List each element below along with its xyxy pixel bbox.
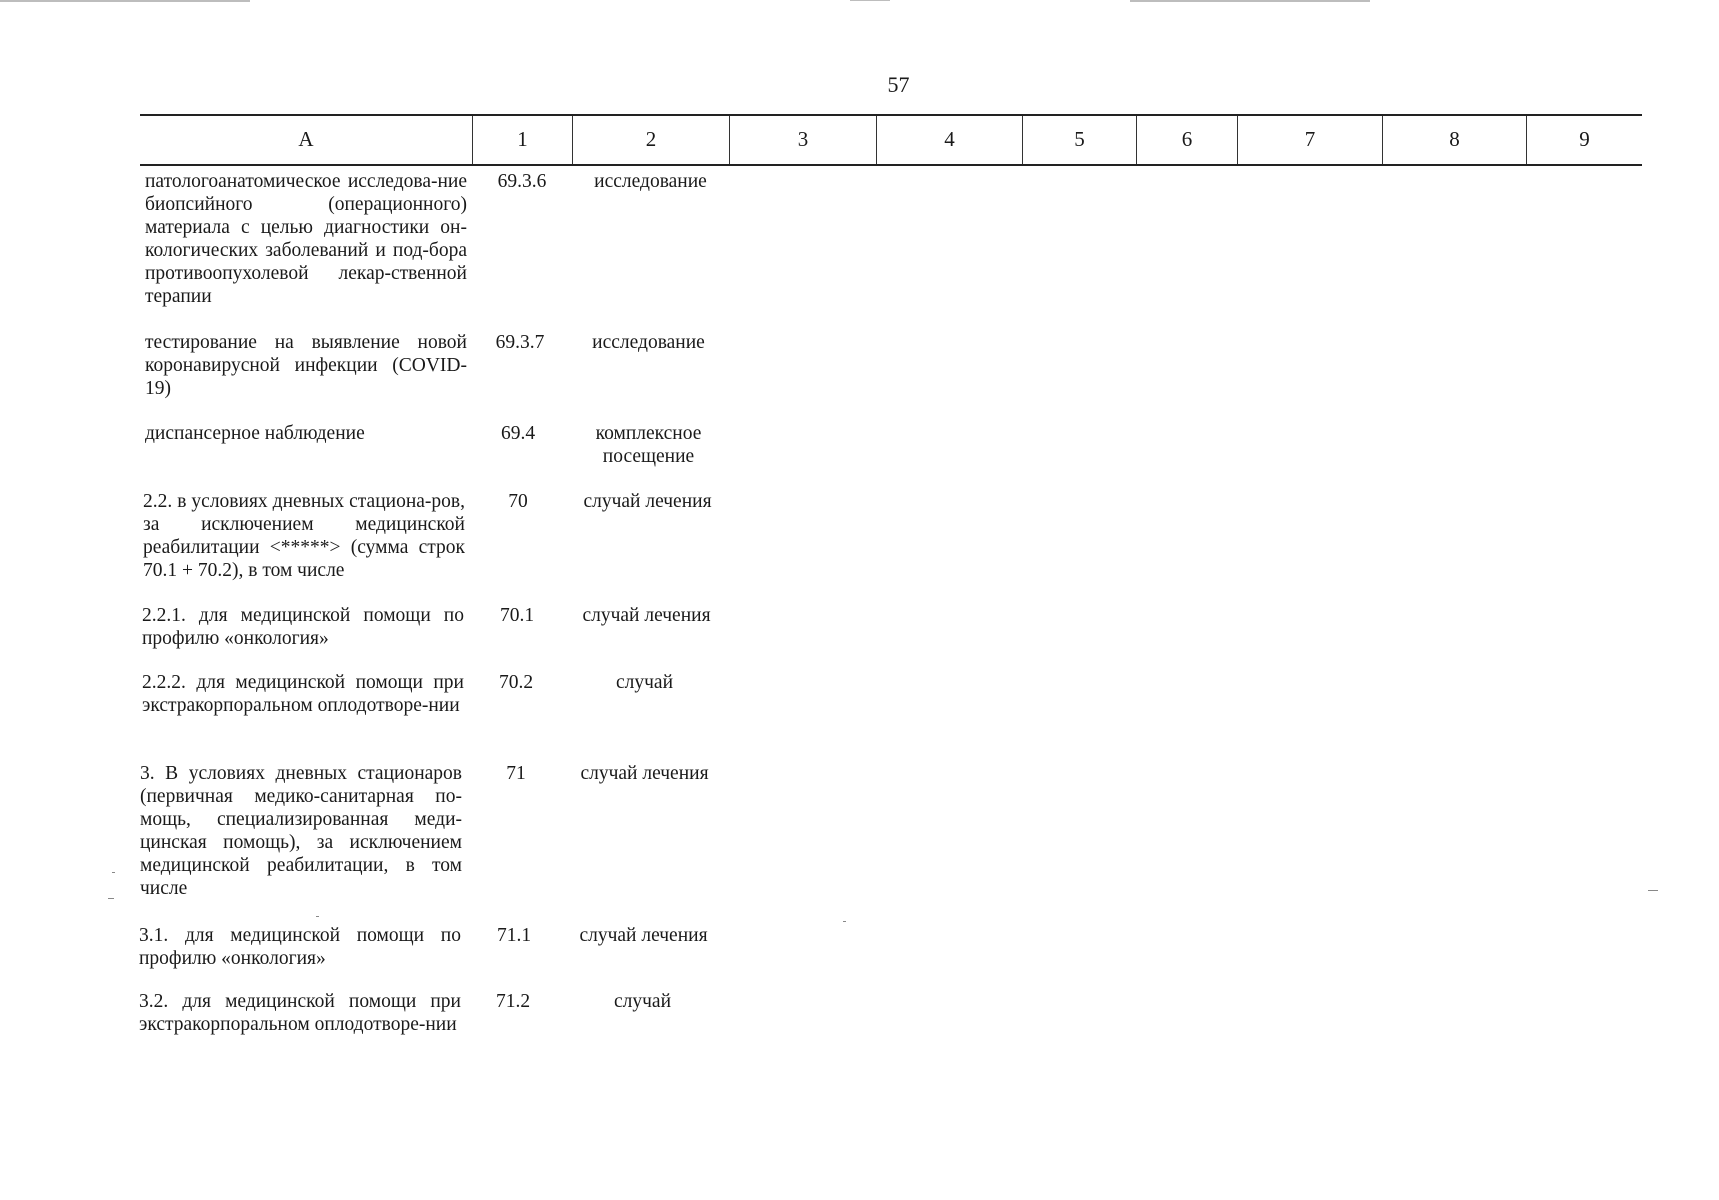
row-name: тестирование на выявление новой коронавирусной инфекции (COVID-19) xyxy=(145,332,467,399)
header-cell-5: 5 xyxy=(1023,116,1137,164)
row-unit: случай лечения xyxy=(580,763,709,784)
scan-speck xyxy=(112,872,115,873)
table-header xyxy=(140,114,1642,166)
row-code: 69.3.6 xyxy=(497,171,547,192)
scan-speck xyxy=(108,898,114,899)
scan-edge-top-right xyxy=(1130,0,1370,2)
row-code: 69.4 xyxy=(500,423,536,444)
row-name: 3.1. для медицинской помощи по профилю «онкология» xyxy=(139,925,461,969)
row-unit: случай лечения xyxy=(579,925,708,946)
header-cell-7: 7 xyxy=(1238,116,1383,164)
scan-speck xyxy=(843,921,846,922)
scan-edge-top-mid xyxy=(850,0,890,1)
row-name: 2.2. в условиях дневных стациона-ров, за исключением медицинской реабилитации <*****> (сумма строк 70.1 + 70.2), в том числе xyxy=(143,491,465,581)
row-unit: исследование xyxy=(592,332,705,353)
row-unit: исследование xyxy=(594,171,707,192)
page-number: 57 xyxy=(887,72,910,97)
row-code: 71.1 xyxy=(496,925,532,946)
header-cell-8: 8 xyxy=(1383,116,1527,164)
row-code: 70.1 xyxy=(499,605,535,626)
row-code: 71 xyxy=(506,763,526,784)
row-name: патологоанатомическое исследова-ние биопсийного (операционного) материала с целью диагностики он-кологических заболеваний и под-бора противоопухолевой лекар-ственной терапии xyxy=(145,171,467,307)
row-code: 69.3.7 xyxy=(495,332,545,353)
row-unit: случай xyxy=(615,672,674,693)
row-name: 2.2.1. для медицинской помощи по профилю «онкология» xyxy=(142,605,464,649)
header-cell-6: 6 xyxy=(1137,116,1238,164)
row-unit: комплексное посещение xyxy=(595,423,702,467)
header-cell-3: 3 xyxy=(730,116,877,164)
header-cell-a: А xyxy=(140,116,473,164)
scan-speck xyxy=(1648,890,1658,891)
header-cell-9: 9 xyxy=(1579,127,1590,151)
row-name: диспансерное наблюдение xyxy=(145,423,365,444)
row-unit: случай xyxy=(613,991,672,1012)
scan-speck xyxy=(316,916,319,917)
row-name: 3. В условиях дневных стационаров (первичная медико-санитарная по-мощь, специализированная меди-цинская помощь), за исключением медицинской реабилитации, в том числе xyxy=(140,763,462,899)
row-name: 2.2.2. для медицинской помощи при экстракорпоральном оплодотворе-нии xyxy=(142,672,464,716)
row-code: 70 xyxy=(508,491,528,512)
header-cell-2: 2 xyxy=(573,116,730,164)
row-code: 70.2 xyxy=(498,672,534,693)
row-unit: случай лечения xyxy=(582,605,711,626)
row-code: 71.2 xyxy=(495,991,531,1012)
header-cell-4: 4 xyxy=(877,116,1023,164)
scan-edge-top-left xyxy=(0,0,250,2)
row-name: 3.2. для медицинской помощи при экстракорпоральном оплодотворе-нии xyxy=(139,991,461,1035)
header-cell-1: 1 xyxy=(473,116,573,164)
row-unit: случай лечения xyxy=(583,491,712,512)
